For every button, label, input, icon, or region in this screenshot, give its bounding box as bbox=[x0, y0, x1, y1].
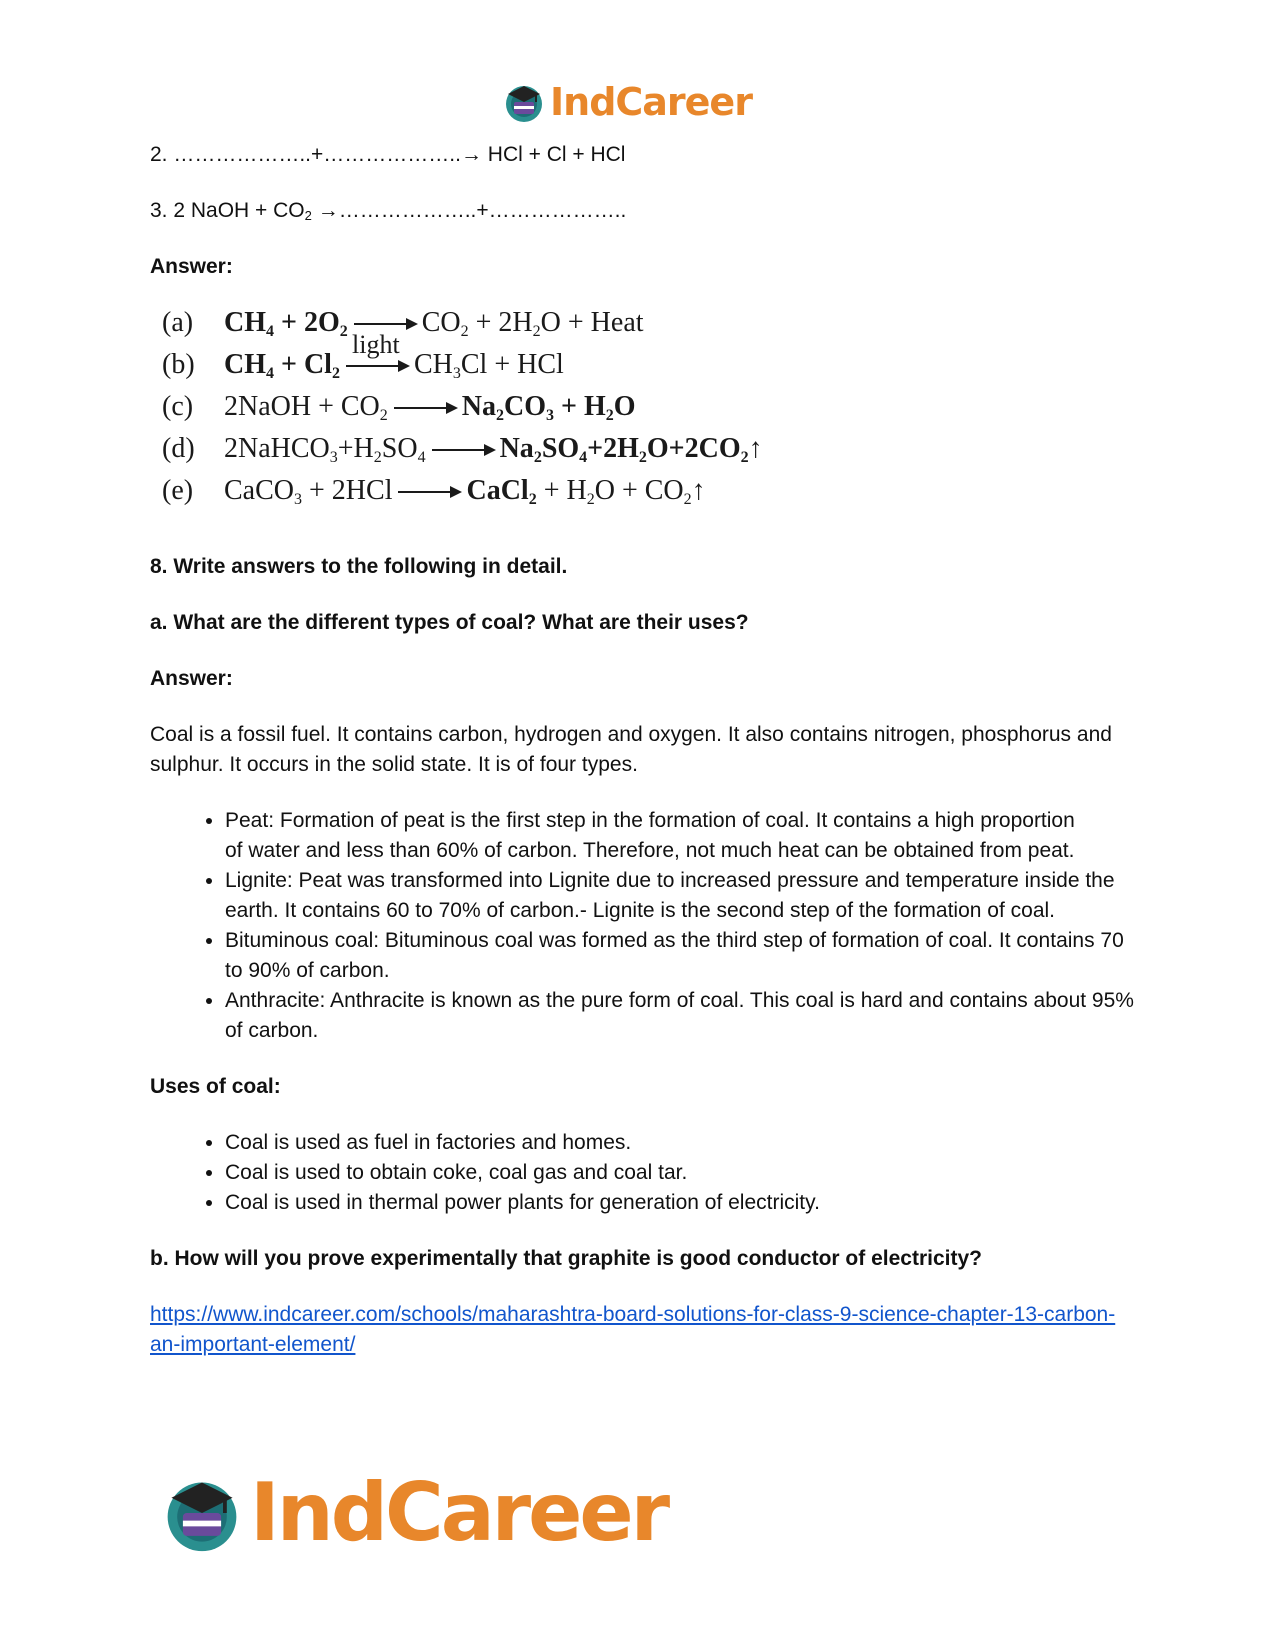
answer-label-2: Answer: bbox=[150, 667, 233, 690]
equation-a: (a) $CH_4 + 2O_2$ $CO_2 + 2H_2O$ + Heat bbox=[162, 307, 644, 340]
list-item: • Lignite: Peat was transformed into Lignite due to increased pressure and temperature inside the earth. It contains 60 to 70% of carbon.- Lignite is the second step of the formation of coal. bbox=[225, 866, 1140, 926]
answer-label: Answer: bbox=[150, 255, 233, 278]
list-item: • Coal is used in thermal power plants for generation of electricity. bbox=[225, 1188, 1140, 1218]
question-3-line: 3. 2 NaOH + $CO_2$ →………………..+……………….. bbox=[150, 199, 627, 223]
section-8-heading: 8. Write answers to the following in detail. bbox=[150, 555, 568, 578]
equation-e: (e) CaCO$_3$ + 2HCl CaCl$_2$ + $H_2O$ + $CO_2↑$ bbox=[162, 475, 706, 508]
uses-heading: Uses of coal: bbox=[150, 1075, 281, 1098]
chemical-equations-image bbox=[162, 308, 1140, 518]
list-item: • Bituminous coal: Bituminous coal was formed as the third step of formation of coal. It contains 70 to 90% of carbon. bbox=[225, 926, 1140, 986]
equation-d: (d) $2NaHCO_3+H_2SO_4$ $Na_2SO_4+2H_2O+2CO_2↑$ bbox=[162, 433, 763, 466]
source-link[interactable]: https://www.indcareer.com/schools/maharashtra-board-solutions-for-class-9-science-chapter-13-carbon-an-important-element/ bbox=[150, 1303, 1116, 1356]
list-item: • Coal is used to obtain coke, coal gas and coal tar. bbox=[225, 1158, 1140, 1188]
document-body bbox=[150, 140, 1140, 1360]
source-link-line bbox=[150, 1300, 1140, 1360]
question-2-line: 2. ………………..+………………..→ HCl + Cl + HCl bbox=[150, 143, 626, 166]
coal-types-list bbox=[150, 806, 1140, 1046]
coal-intro: Coal is a fossil fuel. It contains carbon, hydrogen and oxygen. It also contains nitrogen, phosphorus and sulphur. It occurs in the solid state. It is of four types. bbox=[150, 723, 1112, 776]
logo-bottom bbox=[160, 1466, 667, 1559]
graduation-globe-icon bbox=[160, 1471, 244, 1555]
light-label: light bbox=[352, 330, 400, 359]
equation-b: (b) $CH_4 + Cl_2$ $CH_3Cl$ + HCl bbox=[162, 349, 564, 382]
logo-text: IndCareer bbox=[550, 80, 752, 124]
list-item: • Anthracite: Anthracite is known as the pure form of coal. This coal is hard and contains about 95% of carbon. bbox=[225, 986, 1140, 1046]
coal-uses-list bbox=[150, 1128, 1140, 1218]
list-item: • Peat: Formation of peat is the first step in the formation of coal. It contains a high proportion of water and less than 60% of carbon. Therefore, not much heat can be obtained from peat. bbox=[225, 806, 1140, 866]
logo-top bbox=[502, 80, 752, 124]
graduation-globe-icon bbox=[502, 80, 546, 124]
question-a: a. What are the different types of coal? What are their uses? bbox=[150, 611, 749, 634]
logo-text: IndCareer bbox=[250, 1466, 668, 1559]
list-item: • Coal is used as fuel in factories and homes. bbox=[225, 1128, 1140, 1158]
question-b: b. How will you prove experimentally that graphite is good conductor of electricity? bbox=[150, 1247, 982, 1270]
equation-c: (c) 2NaOH + $CO_2$ $Na_2CO_3 + H_2O$ bbox=[162, 391, 636, 424]
